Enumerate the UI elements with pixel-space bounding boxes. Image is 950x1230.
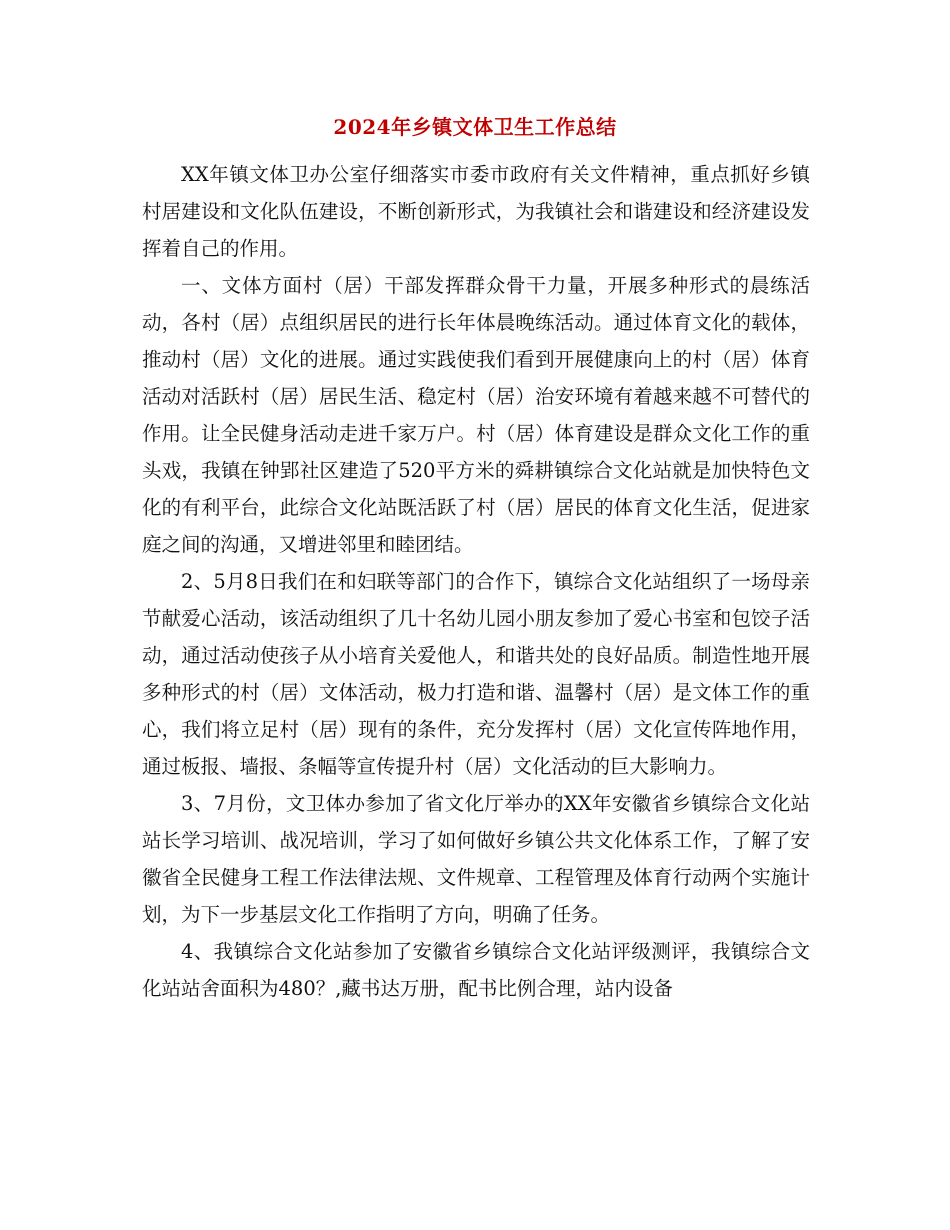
paragraph-section-1: 一、文体方面村（居）干部发挥群众骨干力量，开展多种形式的晨练活动，各村（居）点组织居民的进行长年体晨晚练活动。通过体育文化的载体，推动村（居）文化的进展。通过实践使我们看到开展健康向上的村（居）体育活动对活跃村（居）居民生活、稳定村（居）治安环境有着越来越不可替代的作用。让全民健身活动走进千家万户。村（居）体育建设是群众文化工作的重头戏，我镇在钟郢社区建造了520平方米的舜耕镇综合文化站就是加快特色文化的有利平台，此综合文化站既活跃了村（居）居民的体育文化生活，促进家庭之间的沟通，又增进邻里和睦团结。	[142, 274, 810, 556]
paragraph-section-4: 4、我镇综合文化站参加了安徽省乡镇综合文化站评级测评，我镇综合文化站站舍面积为480？,藏书达万册，配书比例合理，站内设备	[142, 940, 810, 1000]
document-title: 2024年乡镇文体卫生工作总结	[333, 115, 617, 139]
paragraph-section-2: 2、5月8日我们在和妇联等部门的合作下，镇综合文化站组织了一场母亲节献爱心活动，该活动组织了几十名幼儿园小朋友参加了爱心书室和包饺子活动，通过活动使孩子从小培育关爱他人，和谐共处的良好品质。制造性地开展多种形式的村（居）文体活动，极力打造和谐、温馨村（居）是文体工作的重心，我们将立足村（居）现有的条件，充分发挥村（居）文化宣传阵地作用，通过板报、墙报、条幅等宣传提升村（居）文化活动的巨大影响力。	[142, 570, 810, 778]
paragraph-intro: XX年镇文体卫办公室仔细落实市委市政府有关文件精神，重点抓好乡镇村居建设和文化队伍建设，不断创新形式，为我镇社会和谐建设和经济建设发挥着自己的作用。	[142, 163, 810, 260]
paragraph-section-3: 3、7月份，文卫体办参加了省文化厅举办的XX年安徽省乡镇综合文化站站长学习培训、战况培训，学习了如何做好乡镇公共文化体系工作，了解了安徽省全民健身工程工作法律法规、文件规章、工程管理及体育行动两个实施计划，为下一步基层文化工作指明了方向，明确了任务。	[142, 792, 810, 926]
document-body	[142, 156, 810, 1007]
